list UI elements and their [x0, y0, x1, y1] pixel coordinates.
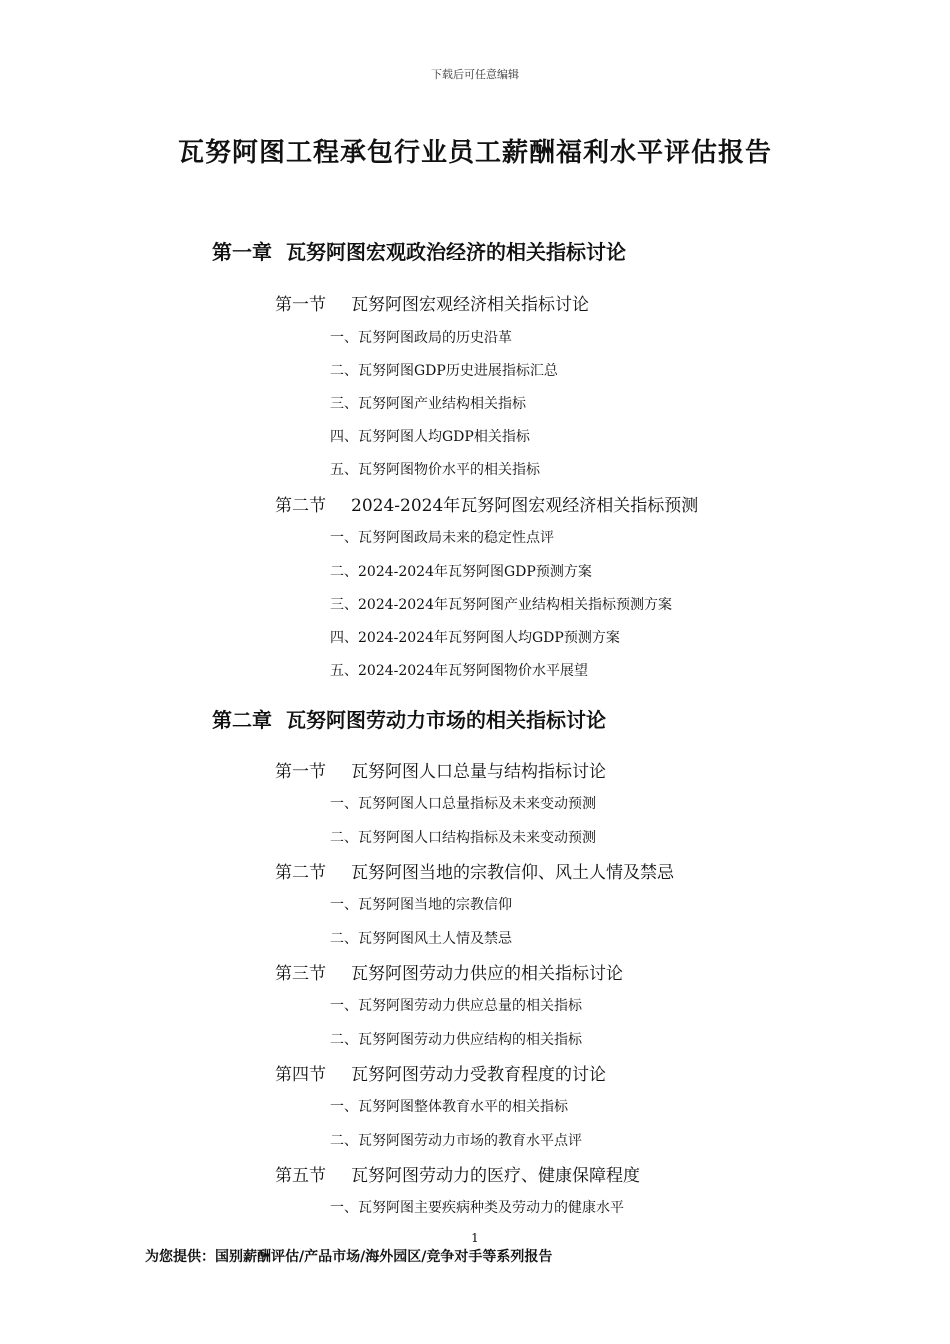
toc-item: 四、2024-2024年瓦努阿图人均GDP预测方案	[330, 630, 620, 646]
section-number: 第四节	[275, 1065, 326, 1085]
header-note: 下载后可任意编辑	[431, 68, 519, 81]
toc-item: 五、瓦努阿图物价水平的相关指标	[330, 462, 540, 478]
toc-item: 一、瓦努阿图政局未来的稳定性点评	[330, 530, 554, 546]
section-title: 瓦努阿图当地的宗教信仰、风土人情及禁忌	[351, 863, 674, 883]
section-heading	[275, 1161, 640, 1186]
section-heading	[275, 1060, 606, 1085]
section-number: 第一节	[275, 762, 326, 782]
chapter-title: 瓦努阿图宏观政治经济的相关指标讨论	[286, 240, 626, 264]
toc-item: 一、瓦努阿图主要疾病种类及劳动力的健康水平	[330, 1200, 624, 1216]
section-number: 第一节	[275, 295, 326, 315]
chapter-heading	[212, 704, 606, 733]
chapter-number: 第二章	[212, 708, 272, 732]
section-heading	[275, 290, 589, 315]
toc-item: 三、2024-2024年瓦努阿图产业结构相关指标预测方案	[330, 597, 672, 613]
toc-item: 三、瓦努阿图产业结构相关指标	[330, 396, 526, 412]
section-heading	[275, 858, 674, 883]
section-title: 瓦努阿图人口总量与结构指标讨论	[351, 762, 606, 782]
toc-item: 一、瓦努阿图人口总量指标及未来变动预测	[330, 796, 596, 812]
chapter-heading	[212, 236, 626, 265]
toc-item: 一、瓦努阿图劳动力供应总量的相关指标	[330, 998, 582, 1014]
toc-item: 一、瓦努阿图当地的宗教信仰	[330, 897, 512, 913]
section-number: 第三节	[275, 964, 326, 984]
section-number: 第二节	[275, 496, 326, 516]
section-number: 第二节	[275, 863, 326, 883]
toc-item: 二、瓦努阿图GDP历史进展指标汇总	[330, 363, 558, 379]
toc-item: 二、瓦努阿图风土人情及禁忌	[330, 931, 512, 947]
chapter-number: 第一章	[212, 240, 272, 264]
toc-item: 二、2024-2024年瓦努阿图GDP预测方案	[330, 564, 592, 580]
document-title: 瓦努阿图工程承包行业员工薪酬福利水平评估报告	[177, 138, 772, 168]
chapter-title: 瓦努阿图劳动力市场的相关指标讨论	[286, 708, 606, 732]
section-title: 瓦努阿图劳动力受教育程度的讨论	[351, 1065, 606, 1085]
toc-item: 五、2024-2024年瓦努阿图物价水平展望	[330, 663, 588, 679]
section-title: 瓦努阿图劳动力的医疗、健康保障程度	[351, 1166, 640, 1186]
section-heading	[275, 959, 623, 984]
footer-text: 为您提供：国别薪酬评估/产品市场/海外园区/竞争对手等系列报告	[145, 1249, 553, 1265]
section-title: 2024-2024年瓦努阿图宏观经济相关指标预测	[351, 496, 699, 516]
toc-item: 二、瓦努阿图人口结构指标及未来变动预测	[330, 830, 596, 846]
page-number: 1	[471, 1231, 479, 1245]
toc-item: 一、瓦努阿图政局的历史沿革	[330, 330, 512, 346]
toc-item: 一、瓦努阿图整体教育水平的相关指标	[330, 1099, 568, 1115]
section-title: 瓦努阿图宏观经济相关指标讨论	[351, 295, 589, 315]
section-number: 第五节	[275, 1166, 326, 1186]
toc-item: 二、瓦努阿图劳动力供应结构的相关指标	[330, 1032, 582, 1048]
toc-item: 二、瓦努阿图劳动力市场的教育水平点评	[330, 1133, 582, 1149]
section-title: 瓦努阿图劳动力供应的相关指标讨论	[351, 964, 623, 984]
section-heading	[275, 757, 606, 782]
section-heading	[275, 491, 698, 516]
toc-item: 四、瓦努阿图人均GDP相关指标	[330, 429, 530, 445]
